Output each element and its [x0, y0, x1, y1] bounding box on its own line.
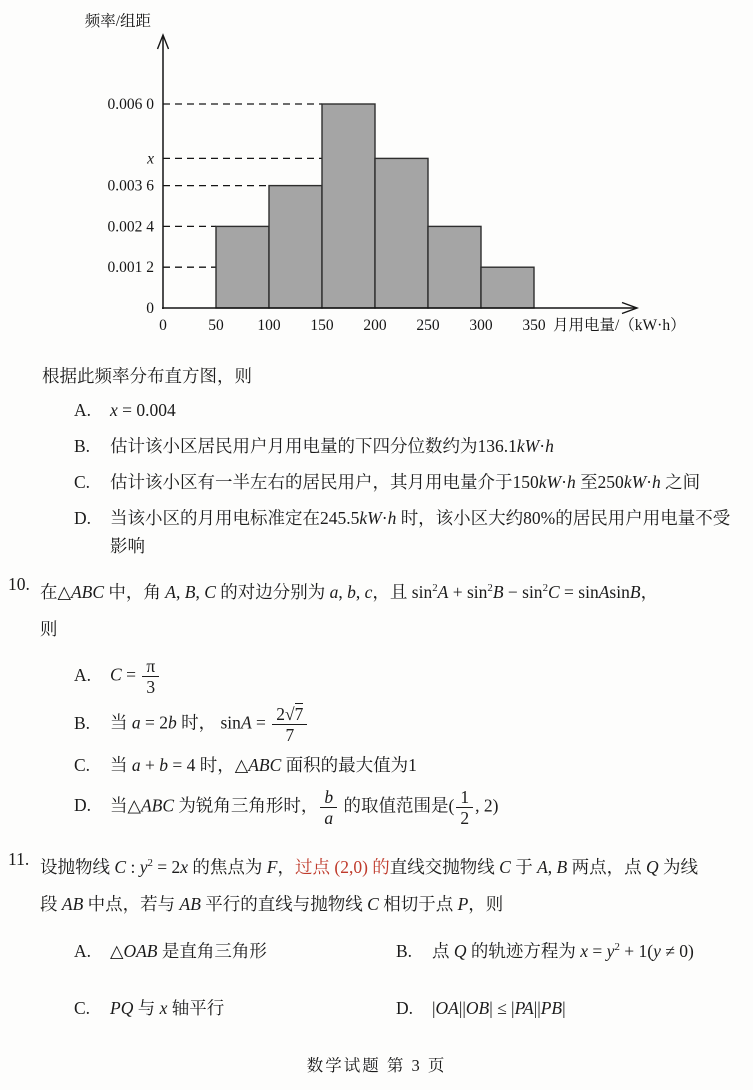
question10-option-b	[74, 704, 753, 745]
option-text: x = 0.004	[110, 400, 176, 420]
option-label: B.	[74, 436, 91, 457]
histogram-svg	[48, 6, 708, 354]
question11-body	[40, 849, 753, 1023]
svg-text:x: x	[147, 150, 154, 168]
option-label: D.	[74, 508, 92, 529]
option-label: C.	[74, 472, 91, 493]
option-text: 当该小区的月用电标准定在245.5kW·h 时，该小区大约80%的居民用户用电量不受 影响	[110, 508, 731, 556]
svg-text:月用电量/（kW·h）: 月用电量/（kW·h）	[553, 317, 686, 334]
option-label: B.	[396, 941, 413, 961]
question9-option-c	[74, 469, 753, 496]
question9-options	[74, 397, 753, 560]
svg-text:50: 50	[208, 317, 224, 334]
question10-option-a	[74, 656, 753, 697]
question9-option-d	[74, 505, 753, 559]
option-text: 估计该小区有一半左右的居民用户，其月用电量介于150kW·h 至250kW·h 之间	[110, 472, 701, 493]
option-label: A.	[74, 941, 92, 961]
question-10	[8, 574, 753, 835]
option-text: 当 a = 2b 时， sinA = $\frac{2√7}{7}$	[110, 704, 753, 745]
svg-text:0.006 0: 0.006 0	[107, 96, 154, 113]
option-text: 当△ABC 为锐角三角形时， $\frac{b}{a}$ 的取值范围是( $\frac{1}{2}$ , 2)	[110, 786, 499, 828]
svg-text:200: 200	[363, 317, 387, 334]
svg-text:0: 0	[159, 317, 167, 334]
svg-text:150: 150	[310, 317, 334, 334]
page-footer: 数学试题 第 3 页	[306, 1056, 447, 1075]
option-text: 点 Q 的轨迹方程为 $x = y^2 + 1(y \ne 0)$	[432, 941, 694, 961]
question10-options	[74, 656, 753, 828]
option-text: △OAB 是直角三角形	[110, 941, 267, 961]
question11-option-c	[74, 995, 396, 1022]
option-text: C = $\frac{\pi}{3}$	[110, 656, 753, 697]
question10-number: 10.	[8, 573, 30, 594]
svg-text:0.002 4: 0.002 4	[107, 218, 154, 236]
option-text: 估计该小区居民用户月用电量的下四分位数约为136.1kW·h	[110, 436, 554, 457]
svg-text:0.003 6: 0.003 6	[107, 177, 154, 195]
option-label: D.	[74, 795, 92, 816]
option-label: B.	[74, 712, 91, 733]
svg-text:250: 250	[416, 317, 440, 334]
option-label: A.	[74, 400, 92, 420]
question10-stem: 在△ABC 中，角 A, B, C 的对边分别为 a, b, c，且 $\sin^2A + \sin^2B - \sin^2C$ = sinAsinB， 则	[40, 581, 659, 640]
question9-option-b	[74, 433, 753, 460]
question9-option-a	[74, 397, 753, 424]
question9-stem: 根据此频率分布直方图，则	[42, 366, 252, 386]
question11-stem: 设抛物线 C : $y^2 = 2x$ 的焦点为 F，过点 (2,0) 的直线交抛物线 C 于 A, B 两点，点 Q 为线 段 AB 中点，若与 AB 平行的直线与抛物线 C 相切于点 P，则	[40, 856, 699, 915]
option-label: A.	[74, 664, 92, 685]
svg-text:100: 100	[257, 317, 281, 334]
frequency-histogram	[0, 0, 753, 359]
question11-number: 11.	[8, 848, 30, 869]
option-text: PQ 与 x 轴平行	[110, 998, 225, 1019]
svg-text:0: 0	[146, 300, 154, 317]
question11-option-d	[396, 995, 753, 1022]
svg-text:350: 350	[522, 317, 546, 334]
option-label: C.	[74, 755, 91, 776]
svg-text:0.001 2: 0.001 2	[107, 259, 154, 277]
question10-option-c	[74, 752, 753, 779]
option-text: |OA||OB| ≤ |PA||PB|	[432, 998, 566, 1019]
svg-text:频率/组距: 频率/组距	[84, 13, 151, 30]
question11-option-b	[396, 938, 753, 965]
option-label: D.	[396, 998, 414, 1019]
question10-body	[40, 574, 753, 835]
question11-option-a	[74, 938, 396, 965]
svg-text:300: 300	[469, 317, 493, 334]
option-label: C.	[74, 998, 91, 1019]
question11-options	[74, 938, 753, 1022]
option-text: 当 a + b = 4 时，△ABC 面积的最大值为1	[110, 755, 417, 776]
question10-option-d	[74, 787, 753, 828]
question-11	[8, 849, 753, 1023]
